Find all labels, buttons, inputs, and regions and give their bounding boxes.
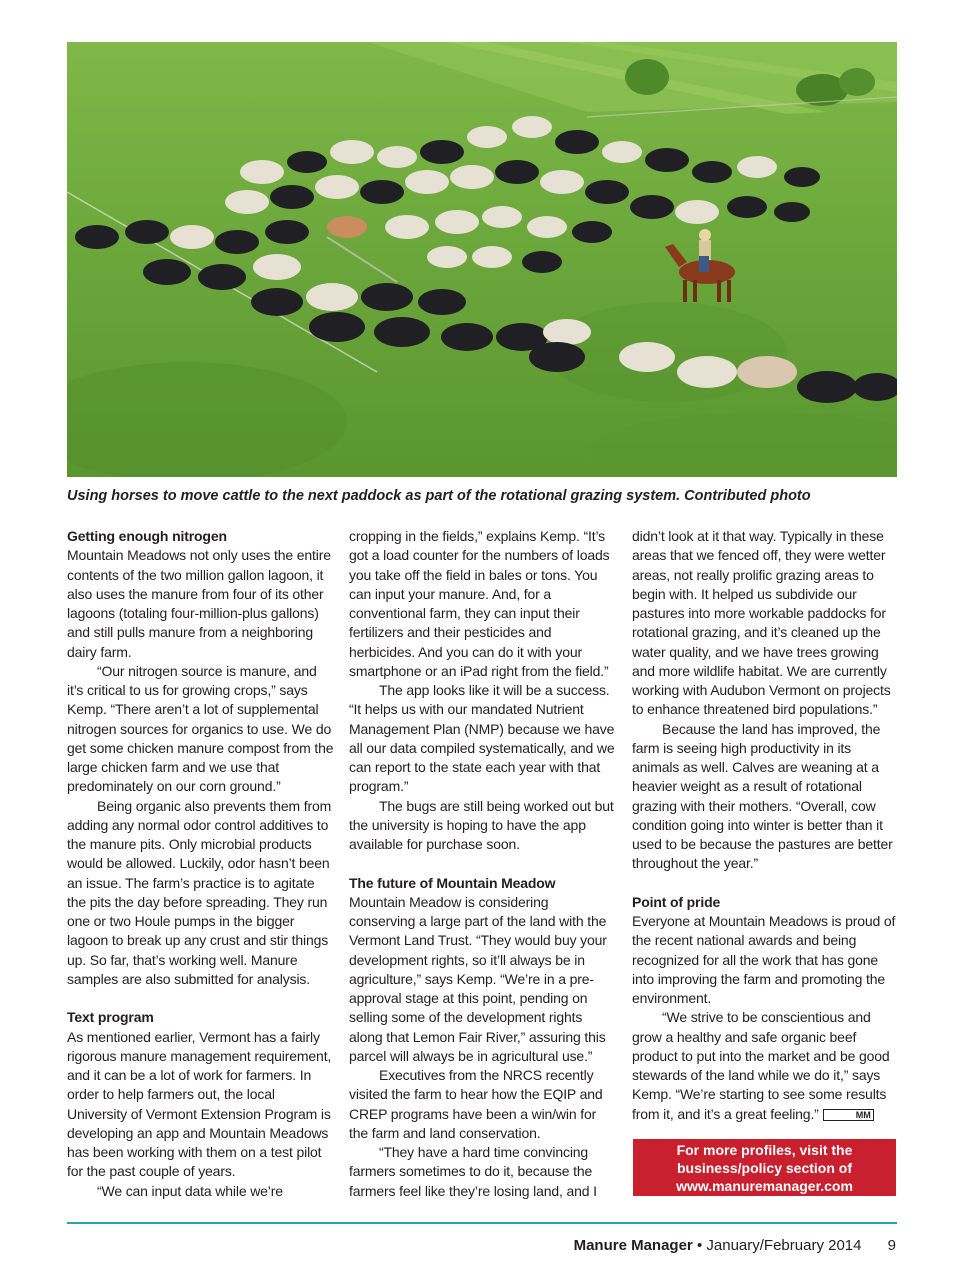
article-column-1: [67, 527, 335, 1201]
spacer: [67, 989, 335, 1008]
section-heading: Point of pride: [632, 893, 721, 910]
photo-caption: Using horses to move cattle to the next paddock as part of the rotational grazing system. Contributed photo: [67, 488, 811, 504]
paragraph: “We can input data while we’re: [97, 1182, 283, 1199]
spacer: [349, 854, 617, 873]
paragraph: As mentioned earlier, Vermont has a fairly rigorous manure management requirement, and it can be a lot of work for farmers. In order to help farmers out, the local University of Vermont Extension Program is developing an app and Mountain Meadows has been working with them on a test pilot for the past couple of years.: [67, 1028, 332, 1180]
paragraph: The bugs are still being worked out but the university is hoping to have the app available for purchase soon.: [349, 797, 614, 852]
paragraph: Being organic also prevents them from adding any normal odor control additives to the manure pits. Only microbial products would be allowed. Luckily, odor hasn’t been an issue. The farm’s practice is to agitate the pits the day before spreading. They run one or two Houle pumps in the bigger lagoon to break up any crust and stir things up. So far, that’s working well. Manure samples are also submitted for analysis.: [67, 797, 332, 987]
footer-bullet: •: [696, 1237, 703, 1254]
cattle-photo: [67, 42, 897, 477]
publication-name: Manure Manager: [573, 1237, 693, 1254]
paragraph: Mountain Meadow is considering conserving a large part of the land with the Vermont Land Trust. “They would buy your development rights, so it’ll always be in agriculture,” says Kemp. “We’re in a pre-approval stage at this point, pending on selling some of the development rights along that Lemon Fair River,” assuring this parcel will always be in agricultural use.”: [349, 893, 607, 1064]
promo-line-1: For more profiles, visit the: [676, 1141, 853, 1158]
promo-box[interactable]: [633, 1139, 896, 1196]
paragraph: Everyone at Mountain Meadows is proud of the recent national awards and being recognized for all the work that has gone into improving the farm and promoting the environment.: [632, 913, 896, 1006]
paragraph: [632, 1008, 900, 1124]
end-mark-logo: MM: [823, 1109, 874, 1121]
paragraph-text: “We strive to be conscientious and grow a healthy and safe organic beef product to put into the market and be good stewards of the land while we do it,” says Kemp. “We’re starting to see some results from it, and it’s a great feeling.”: [632, 1009, 890, 1122]
cattle-photo-illustration: [67, 42, 897, 477]
paragraph: Executives from the NRCS recently visited the farm to hear how the EQIP and CREP programs have been a win/win for the farm and land conservation.: [349, 1067, 603, 1141]
paragraph: Because the land has improved, the farm is seeing high productivity in its animals as well. Calves are weaning at a heavier weight as a result of rotational grazing with their mothers. “Overall, cow condition going into winter is better than it used to be because the pastures are better throughout the year.”: [632, 720, 893, 872]
paragraph: “They have a hard time convincing farmers sometimes to do it, because the farmers feel like they’re losing land, and I: [349, 1144, 597, 1199]
promo-link[interactable]: www.manuremanager.com: [676, 1177, 853, 1194]
paragraph: didn’t look at it that way. Typically in these areas that we fenced off, they were wetter areas, not really prolific grazing areas to begin with. It helped us subdivide our pastures into more workable paddocks for rotational grazing, and it’s cleaned up the water quality, and we have trees growing and more wildlife habitat. We are currently working with Audubon Vermont on projects to enhance threatened bird populations.”: [632, 528, 891, 718]
issue-date: January/February 2014: [706, 1237, 862, 1254]
paragraph: “Our nitrogen source is manure, and it’s critical to us for growing crops,” says Kemp. “There aren’t a lot of supplemental nitrogen sources for organics to use. We do get some chicken manure compost from the large chicken farm and we use that predominately on our corn ground.”: [67, 662, 334, 795]
paragraph: The app looks like it will be a success. “It helps us with our mandated Nutrient Management Plan (NMP) because we have all our data compiled systematically, and we can report to the state each year with that program.”: [349, 682, 615, 795]
spacer: [632, 874, 900, 893]
paragraph: cropping in the fields,” explains Kemp. “It’s got a load counter for the numbers of loads you take off the field in bales or tons. You can input your manure. And, for a conventional farm, they can input their fertilizers and their pesticides and herbicides. And you can do it with your smartphone or an iPad right from the field.”: [349, 528, 610, 679]
article-column-2: [349, 527, 617, 1201]
section-heading: Getting enough nitrogen: [67, 528, 227, 544]
section-heading: The future of Mountain Meadow: [349, 874, 556, 891]
paragraph: Mountain Meadows not only uses the entire contents of the two million gallon lagoon, it also uses the manure from four of its other lagoons (totaling four-million-plus gallons) and still pulls manure from a neighboring dairy farm.: [67, 547, 331, 660]
page-number: 9: [887, 1237, 896, 1254]
footer-divider: [67, 1222, 897, 1224]
article-column-3: [632, 527, 900, 1124]
page-footer: [574, 1237, 896, 1254]
section-heading: Text program: [67, 1009, 154, 1026]
promo-line-2: business/policy section of: [676, 1159, 853, 1176]
